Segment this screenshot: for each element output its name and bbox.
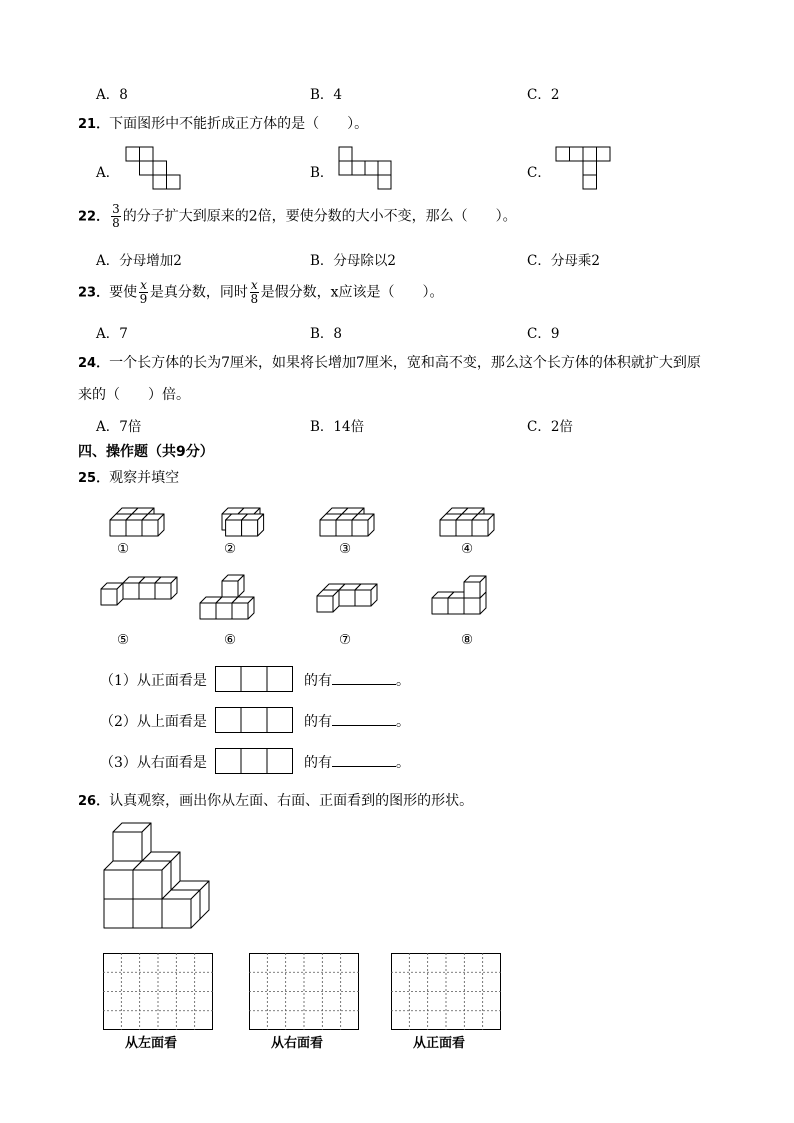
question-number: 25． <box>78 471 110 486</box>
question-text: 下面图形中不能折成正方体的是（ ）。 <box>109 116 369 132</box>
has-text: 的有 <box>304 714 332 730</box>
figure-label-5: ⑤ <box>117 632 130 648</box>
answer-blank[interactable] <box>332 713 396 726</box>
question-number: 22． <box>78 209 110 225</box>
question-26 <box>78 790 473 810</box>
question-number: 23． <box>78 285 110 301</box>
three-square-row-icon <box>215 748 293 774</box>
period: 。 <box>396 714 410 730</box>
cube <box>133 861 171 899</box>
has-text: 的有 <box>304 755 332 771</box>
figure-label-7: ⑦ <box>339 632 352 648</box>
numerator: x <box>250 278 258 292</box>
answer-blank[interactable] <box>332 672 396 685</box>
figure-label-3: ③ <box>339 541 352 557</box>
period: 。 <box>396 755 410 771</box>
grid-label-front: 从正面看 <box>413 1036 466 1051</box>
answer-grid-front[interactable] <box>391 953 501 1030</box>
question-24-line2: 来的（ ）倍。 <box>78 387 190 403</box>
q24-option-a[interactable]: A．7倍 <box>96 419 142 435</box>
grid-label-right: 从右面看 <box>271 1036 324 1051</box>
has-text: 的有 <box>304 673 332 689</box>
q25-sub1-post <box>304 670 410 690</box>
answer-grid-left[interactable] <box>103 953 213 1030</box>
question-text: 认真观察，画出你从左面、右面、正面看到的图形的形状。 <box>109 793 474 809</box>
question-text: 观察并填空 <box>109 470 180 486</box>
cube <box>472 514 494 536</box>
period: 。 <box>396 673 410 689</box>
denominator: 8 <box>250 292 259 306</box>
q23-option-c[interactable]: C．9 <box>527 326 560 342</box>
q23-option-a[interactable]: A．7 <box>96 326 128 342</box>
q22-option-a[interactable]: A．分母增加2 <box>96 253 182 269</box>
numerator: 3 <box>112 202 120 216</box>
q21-option-b[interactable]: B． <box>310 165 334 181</box>
q22-option-c[interactable]: C．分母乘2 <box>527 253 600 269</box>
q20-option-b[interactable]: B．4 <box>310 87 343 103</box>
figure-label-6: ⑥ <box>224 632 237 648</box>
denominator: 8 <box>112 216 120 230</box>
q20-option-c[interactable]: C．2 <box>527 87 560 103</box>
q24-option-c[interactable]: C．2倍 <box>527 419 573 435</box>
q21-option-c[interactable]: C． <box>527 165 551 181</box>
text-pre: 要使 <box>109 284 138 301</box>
denominator: 9 <box>139 292 148 306</box>
figure-label-4: ④ <box>461 541 474 557</box>
numerator: x <box>140 278 147 292</box>
figure-label-2: ② <box>224 541 237 557</box>
three-square-row-icon <box>215 707 293 733</box>
q25-sub2-pre: （2）从上面看是 <box>100 714 207 730</box>
question-text-line1: 一个长方体的长为7厘米，如果将长增加7厘米，宽和高不变，那么这个长方体的体积就扩大到原 <box>109 355 701 371</box>
section-heading: 四、操作题（共9分） <box>78 444 214 460</box>
figure-label-1: ① <box>117 541 130 557</box>
cube <box>352 514 374 536</box>
text-post: 是假分数，x应该是（ ）。 <box>260 284 444 301</box>
cube <box>101 583 123 605</box>
question-text: 的分子扩大到原来的2倍，要使分数的大小不变，那么（ ）。 <box>122 208 517 225</box>
cube <box>355 584 377 606</box>
cube <box>155 577 177 599</box>
q25-sub3-post <box>304 752 410 772</box>
answer-blank[interactable] <box>332 754 396 767</box>
text-mid: 是真分数，同时 <box>149 284 248 301</box>
question-number: 26． <box>78 794 110 809</box>
q25-sub2-post <box>304 711 410 731</box>
three-square-row-icon <box>215 666 293 692</box>
cube <box>464 576 486 598</box>
q22-option-b[interactable]: B．分母除以2 <box>310 253 397 269</box>
q21-option-a[interactable]: A． <box>96 165 120 181</box>
q25-sub3-pre: （3）从右面看是 <box>100 755 207 771</box>
question-number: 21． <box>78 117 110 132</box>
q20-option-a[interactable]: A．8 <box>96 87 128 103</box>
cube <box>222 575 244 597</box>
q24-option-b[interactable]: B．14倍 <box>310 419 365 435</box>
cube <box>162 890 200 928</box>
cube <box>232 597 254 619</box>
grid-label-left: 从左面看 <box>125 1036 178 1051</box>
question-number: 24． <box>78 356 110 371</box>
cube <box>142 514 164 536</box>
cube <box>242 514 264 536</box>
cube <box>113 823 151 861</box>
answer-grid-right[interactable] <box>249 953 359 1030</box>
figure-label-8: ⑧ <box>461 632 474 648</box>
cube <box>317 590 339 612</box>
q25-sub1-pre: （1）从正面看是 <box>100 673 207 689</box>
q23-option-b[interactable]: B．8 <box>310 326 343 342</box>
